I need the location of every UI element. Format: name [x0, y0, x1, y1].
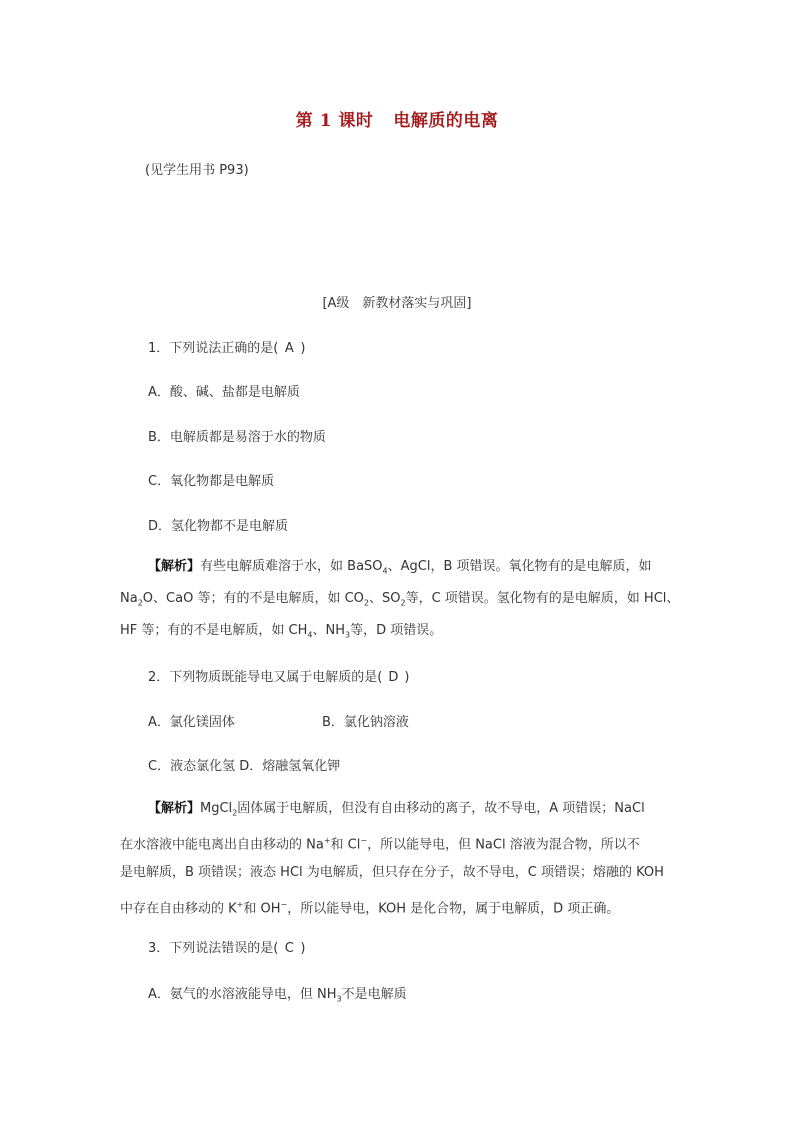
subscript: 4: [307, 630, 313, 640]
question-3-option-a: [148, 983, 407, 1004]
subscript: 2: [363, 598, 369, 608]
lesson-topic: 电解质的电离: [393, 111, 499, 131]
level-heading: [A级 新教材落实与巩固]: [322, 296, 472, 311]
analysis-text: Na: [120, 591, 138, 606]
analysis-text: 、AgCl，B 项错误。氧化物有的是电解质，如: [387, 559, 652, 574]
analysis-text: 、NH: [312, 623, 345, 638]
question-2-options-cd: C．液态氯化氢 D．熔融氢氧化钾: [148, 759, 341, 774]
question-3-text: 3．下列说法错误的是(: [148, 941, 279, 956]
question-3-close: ): [300, 941, 306, 956]
question-2-option-a: A．氯化镁固体: [148, 715, 235, 730]
analysis-text: 等，C 项错误。氢化物有的是电解质，如 HCl、: [405, 591, 680, 606]
analysis-text: ，所以能导电，KOH 是化合物，属于电解质，D 项正确。: [287, 901, 620, 917]
analysis-text: HF 等；有的不是电解质，如 CH: [120, 623, 308, 638]
lesson-number: 第 1 课时: [295, 111, 374, 131]
question-1-stem: [148, 337, 305, 356]
question-1-text: 1．下列说法正确的是(: [148, 341, 279, 356]
subscript: 3: [344, 630, 351, 640]
question-3-answer: C: [284, 941, 294, 956]
question-2-option-b: B．氯化钠溶液: [322, 715, 409, 730]
textbook-reference: (见学生用书 P93): [145, 163, 249, 178]
analysis-text: 是电解质，B 项错误；液态 HCl 为电解质，但只存在分子，故不导电，C 项错误；熔融的 KOH: [120, 865, 664, 880]
option-text: A．氨气的水溶液能导电，但 NH: [148, 987, 337, 1002]
analysis-tag: 【解析】: [148, 801, 201, 816]
analysis-text: 有些电解质难溶于水，如 BaSO: [200, 559, 383, 574]
analysis-text: 和 Cl: [330, 837, 361, 853]
analysis-text: 等，D 项错误。: [350, 623, 443, 638]
subscript: 2: [137, 598, 143, 608]
question-1-option-a: A．酸、碱、盐都是电解质: [148, 385, 300, 400]
subscript: 2: [232, 808, 238, 818]
question-2-close: ): [404, 670, 410, 685]
analysis-text: 中存在自由移动的 K: [120, 901, 237, 917]
analysis-text: MgCl: [200, 801, 233, 816]
question-1-answer: A: [284, 341, 294, 356]
question-2-answer: D: [388, 670, 399, 685]
question-2-analysis: [120, 793, 680, 921]
question-1-analysis: [120, 551, 680, 647]
question-2-options-ab: [148, 711, 548, 730]
option-text: 不是电解质: [341, 987, 407, 1002]
superscript: −: [360, 836, 368, 845]
page-title: [0, 106, 794, 131]
question-1-close: ): [300, 341, 306, 356]
question-2-stem: [148, 666, 409, 685]
question-1-option-b: B．电解质都是易溶于水的物质: [148, 430, 326, 445]
question-2-text: 2．下列物质既能导电又属于电解质的是(: [148, 670, 383, 685]
question-1-option-d: D．氢化物都不是电解质: [148, 519, 289, 534]
analysis-tag: 【解析】: [148, 559, 201, 574]
superscript: −: [280, 900, 288, 909]
subscript: 4: [382, 566, 388, 576]
analysis-text: 和 OH: [243, 901, 281, 917]
superscript: +: [236, 900, 244, 909]
analysis-text: 在水溶液中能电离出自由移动的 Na: [120, 837, 324, 853]
analysis-text: 固体属于电解质，但没有自由移动的离子，故不导电，A 项错误；NaCl: [237, 801, 645, 816]
question-1-option-c: C．氧化物都是电解质: [148, 474, 275, 489]
analysis-text: 、SO: [368, 591, 401, 606]
subscript: 2: [400, 598, 406, 608]
subscript: 3: [336, 994, 342, 1004]
superscript: +: [323, 836, 331, 845]
question-3-stem: [148, 937, 305, 956]
analysis-text: ，所以能导电，但 NaCl 溶液为混合物，所以不: [367, 837, 640, 853]
analysis-text: O、CaO 等；有的不是电解质，如 CO: [142, 591, 364, 606]
